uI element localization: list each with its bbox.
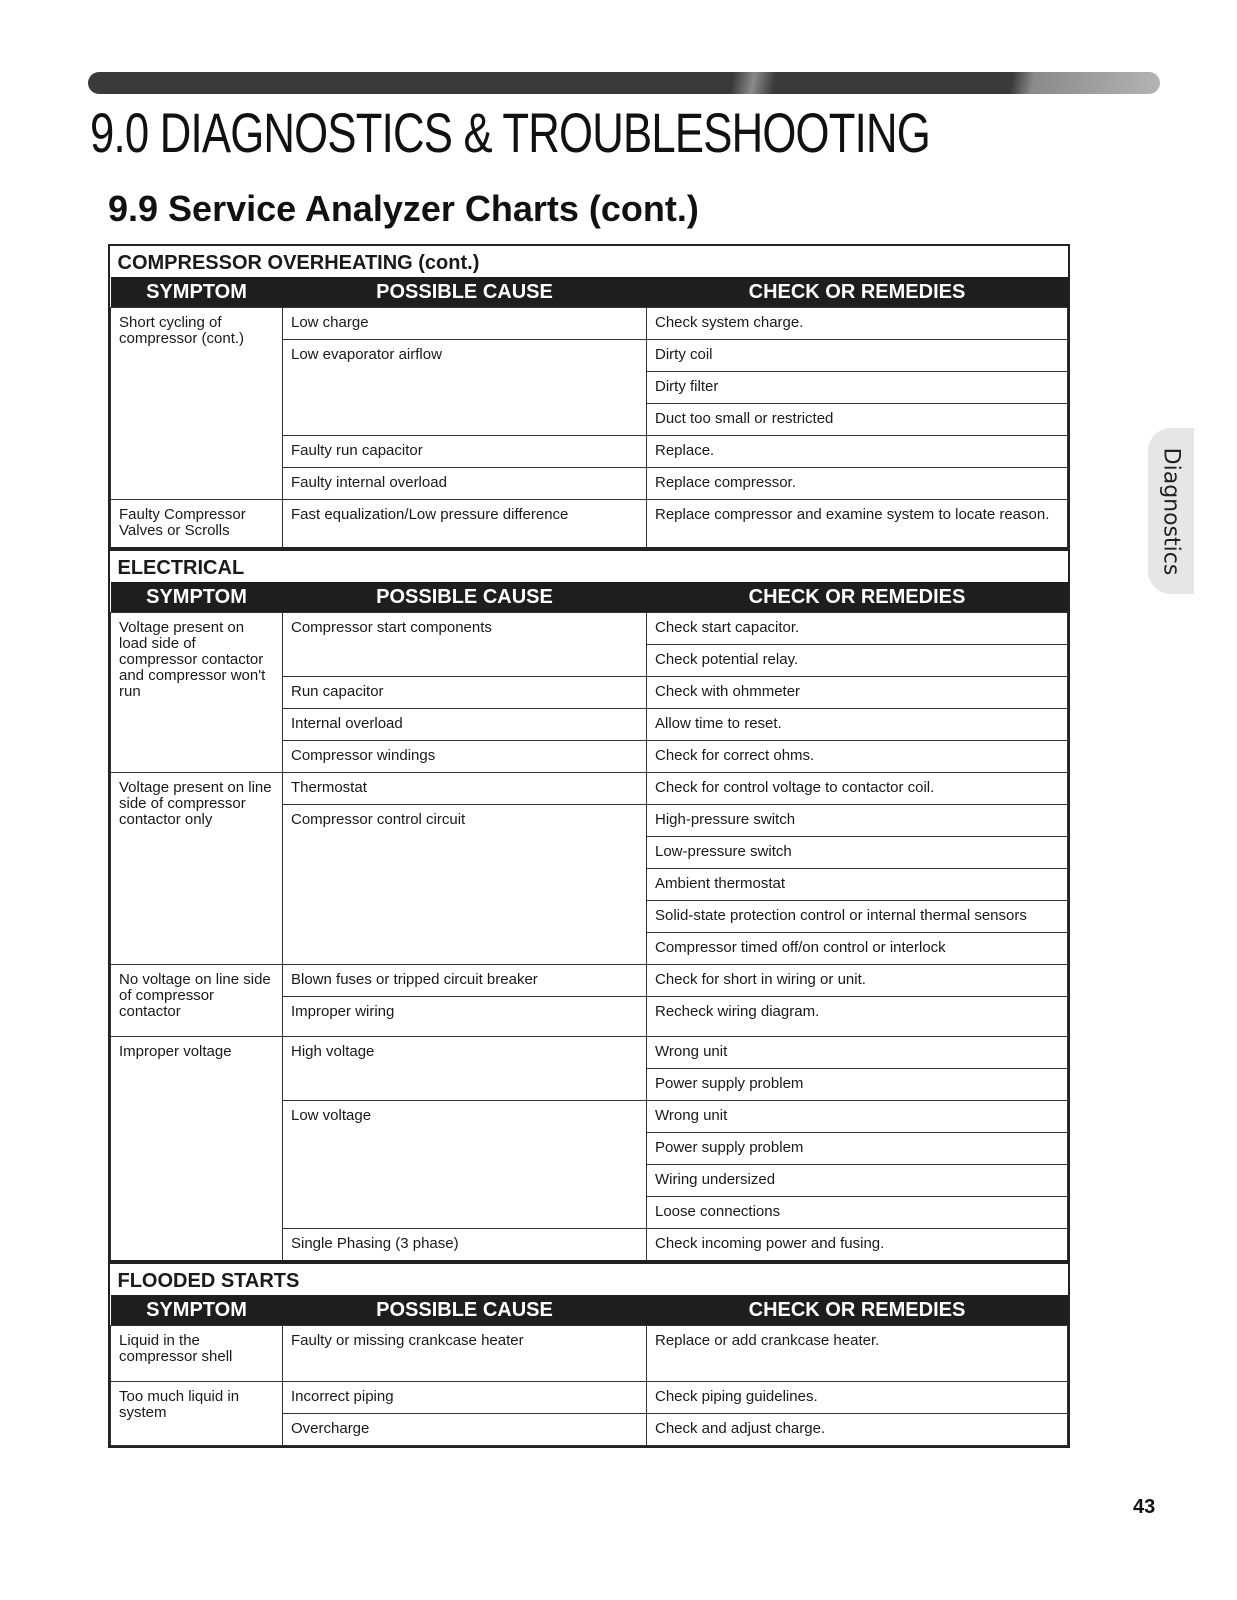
remedy-cell: Check piping guidelines. [647,1382,1068,1414]
remedy-cell: High-pressure switch [647,805,1068,837]
service-analyzer-chart [108,244,1070,1448]
cause-header: POSSIBLE CAUSE [283,277,647,308]
symptom-header: SYMPTOM [111,582,283,613]
cause-cell: Incorrect piping [283,1382,647,1414]
remedy-cell: Check for control voltage to contactor coil. [647,773,1068,805]
cause-cell: High voltage [283,1037,647,1101]
cause-cell: Fast equalization/Low pressure difference [283,500,647,550]
section-header [111,1262,1068,1295]
cause-cell: Low charge [283,308,647,340]
remedy-cell: Check with ohmmeter [647,677,1068,709]
remedy-cell: Compressor timed off/on control or interlock [647,933,1068,965]
symptom-cell: Short cycling of compressor (cont.) [111,308,283,500]
symptom-cell: Too much liquid in system [111,1382,283,1446]
remedy-cell: Check for short in wiring or unit. [647,965,1068,997]
remedy-cell: Wrong unit [647,1101,1068,1133]
cause-cell: Faulty run capacitor [283,436,647,468]
cause-cell: Internal overload [283,709,647,741]
cause-cell: Low voltage [283,1101,647,1229]
remedy-cell: Check incoming power and fusing. [647,1229,1068,1263]
table-row [111,1326,1068,1382]
remedy-header: CHECK OR REMEDIES [647,277,1068,308]
remedy-cell: Low-pressure switch [647,837,1068,869]
remedy-cell: Dirty filter [647,372,1068,404]
side-tab-diagnostics [1148,428,1194,594]
cause-cell: Blown fuses or tripped circuit breaker [283,965,647,997]
column-header-row [111,1295,1068,1326]
side-tab-label: Diagnostics [1158,447,1184,575]
chapter-title: 9.0 DIAGNOSTICS & TROUBLESHOOTING [90,101,930,164]
remedy-cell: Check start capacitor. [647,613,1068,645]
symptom-header: SYMPTOM [111,1295,283,1326]
cause-cell: Low evaporator airflow [283,340,647,436]
cause-header: POSSIBLE CAUSE [283,1295,647,1326]
remedy-cell: Wrong unit [647,1037,1068,1069]
remedy-cell: Ambient thermostat [647,869,1068,901]
cause-cell: Overcharge [283,1414,647,1446]
remedy-cell: Power supply problem [647,1133,1068,1165]
cause-cell: Single Phasing (3 phase) [283,1229,647,1263]
section-header [111,246,1068,277]
remedy-cell: Check for correct ohms. [647,741,1068,773]
table-row [111,308,1068,340]
remedy-cell: Replace compressor. [647,468,1068,500]
remedy-cell: Power supply problem [647,1069,1068,1101]
section-title-electrical: ELECTRICAL [111,549,1068,582]
table-row [111,500,1068,550]
remedy-cell: Check system charge. [647,308,1068,340]
cause-cell: Improper wiring [283,997,647,1037]
cause-cell: Compressor windings [283,741,647,773]
section-title-flooded: FLOODED STARTS [111,1262,1068,1295]
table-row [111,965,1068,997]
symptom-header: SYMPTOM [111,277,283,308]
symptom-cell: No voltage on line side of compressor contactor [111,965,283,1037]
remedy-cell: Loose connections [647,1197,1068,1229]
table-row [111,613,1068,645]
cause-cell: Compressor control circuit [283,805,647,965]
cause-cell: Run capacitor [283,677,647,709]
remedy-cell: Solid-state protection control or internal thermal sensors [647,901,1068,933]
remedy-cell: Recheck wiring diagram. [647,997,1068,1037]
column-header-row [111,277,1068,308]
remedy-cell: Duct too small or restricted [647,404,1068,436]
symptom-cell: Faulty Compressor Valves or Scrolls [111,500,283,550]
symptom-cell: Voltage present on line side of compressor contactor only [111,773,283,965]
remedy-cell: Allow time to reset. [647,709,1068,741]
remedy-cell: Replace compressor and examine system to locate reason. [647,500,1068,550]
section-title-compressor: COMPRESSOR OVERHEATING (cont.) [117,251,480,274]
column-header-row [111,582,1068,613]
remedy-cell: Replace or add crankcase heater. [647,1326,1068,1382]
page-number: 43 [1133,1496,1156,1518]
symptom-cell: Improper voltage [111,1037,283,1263]
cause-cell: Thermostat [283,773,647,805]
remedy-cell: Wiring undersized [647,1165,1068,1197]
remedy-cell: Replace. [647,436,1068,468]
cause-header: POSSIBLE CAUSE [283,582,647,613]
table-row [111,1382,1068,1414]
remedy-cell: Check and adjust charge. [647,1414,1068,1446]
symptom-cell: Voltage present on load side of compressor contactor and compressor won't run [111,613,283,773]
table-row [111,773,1068,805]
cause-cell: Compressor start components [283,613,647,677]
symptom-cell: Liquid in the compressor shell [111,1326,283,1382]
remedy-cell: Check potential relay. [647,645,1068,677]
table-row [111,1037,1068,1069]
remedy-header: CHECK OR REMEDIES [647,582,1068,613]
section-title: 9.9 Service Analyzer Charts (cont.) [108,188,699,229]
remedy-header: CHECK OR REMEDIES [647,1295,1068,1326]
section-header [111,549,1068,582]
remedy-cell: Dirty coil [647,340,1068,372]
cause-cell: Faulty internal overload [283,468,647,500]
cause-cell: Faulty or missing crankcase heater [283,1326,647,1382]
header-bar [88,72,1160,94]
